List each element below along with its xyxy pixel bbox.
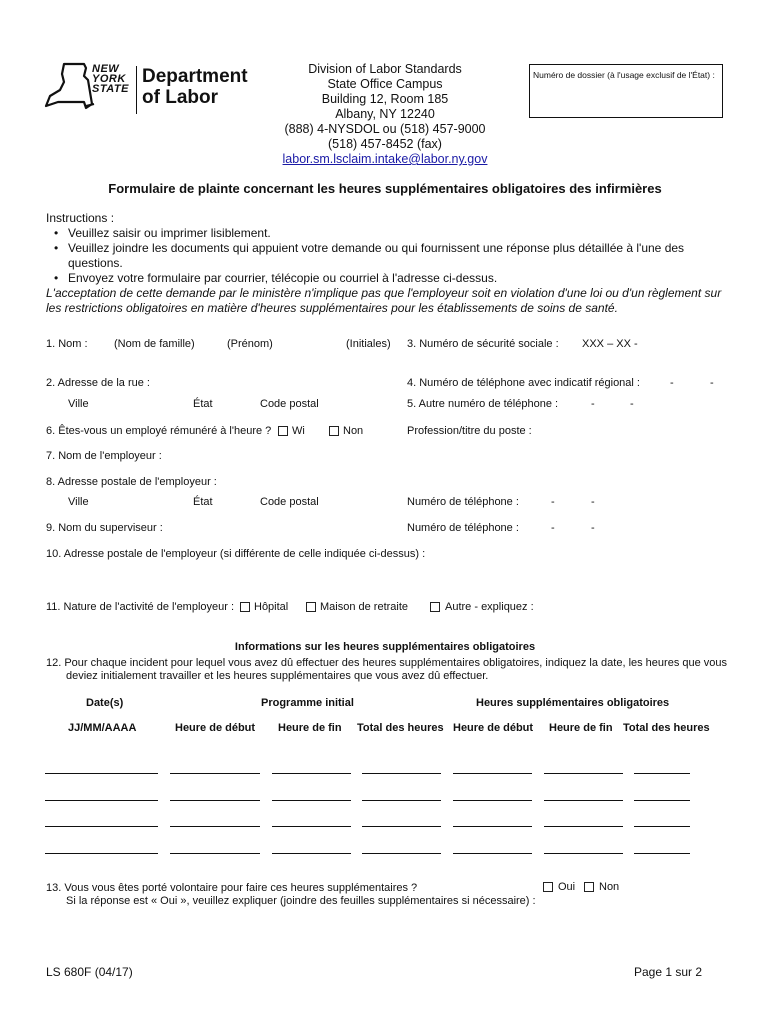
form-title: Formulaire de plainte concernant les heures supplémentaires obligatoires des infirmières [108, 181, 662, 196]
entry-field-line[interactable] [170, 773, 260, 774]
new-york-state-map-icon [44, 62, 96, 112]
instructions-heading: Instructions : [46, 211, 115, 225]
entry-field-line[interactable] [272, 826, 351, 827]
entry-field-line[interactable] [170, 826, 260, 827]
entry-field-line[interactable] [453, 826, 532, 827]
q12-text: 12. Pour chaque incident pour lequel vous avez dû effectuer des heures supplémentaires obligatoires, indiquez la date, les heures que vous deviez initialement travailler et les heures supplémentaires que vous avez dû effectuer. [46, 657, 728, 682]
col-overtime-total: Total des heures [623, 722, 710, 734]
agency-address [258, 62, 512, 167]
entry-field-line[interactable] [272, 773, 351, 774]
instructions-block [46, 211, 726, 316]
q6-yes-label: Wi [292, 425, 305, 437]
entry-field-line[interactable] [170, 853, 260, 854]
entry-field-line[interactable] [453, 773, 532, 774]
q13-text: 13. Vous vous êtes porté volontaire pour faire ces heures supplémentaires ? [46, 882, 418, 894]
q2-zip: Code postal [260, 398, 319, 410]
group-dates: Date(s) [86, 697, 124, 709]
entry-field-line[interactable] [544, 853, 623, 854]
logo-state-line3: STATE [92, 83, 129, 95]
entry-field-line[interactable] [634, 853, 690, 854]
entry-field-line[interactable] [634, 800, 690, 801]
q1-initials: (Initiales) [346, 338, 391, 350]
entry-field-line[interactable] [45, 800, 158, 801]
form-id: LS 680F (04/17) [46, 965, 133, 979]
page-number: Page 1 sur 2 [634, 965, 703, 979]
q10-alt-address-label: 10. Adresse postale de l'employeur (si différente de celle indiquée ci-dessus) : [46, 548, 426, 560]
instruction-item: • Envoyez votre formulaire par courrier, télécopie ou courriel à l'adresse ci-dessus. [68, 271, 726, 286]
q1-last-name: (Nom de famille) [114, 338, 195, 350]
q9-supervisor-label: 9. Nom du superviseur : [46, 522, 163, 534]
instruction-item: • Veuillez joindre les documents qui appuient votre demande ou qui fournissent une réponse plus détaillée à l'une des questions. [68, 241, 726, 271]
q11-nursing-home-checkbox[interactable] [306, 602, 316, 612]
entry-field-line[interactable] [634, 826, 690, 827]
profession-label: Profession/titre du poste : [407, 425, 532, 437]
intake-email-link[interactable]: labor.sm.lsclaim.intake@labor.ny.gov [282, 152, 488, 166]
entry-field-line[interactable] [45, 773, 158, 774]
q6-hourly-label: 6. Êtes-vous un employé rémunéré à l'heure ? [46, 425, 272, 437]
q11-nursing-home-label: Maison de retraite [320, 601, 409, 613]
q6-no-label: Non [343, 425, 364, 437]
address-line5: (888) 4-NYSDOL ou (518) 457-9000 [284, 122, 486, 136]
disclaimer-text: L'acceptation de cette demande par le ministère n'implique pas que l'employeur soit en violation d'une loi ou d'un règlement sur les restrictions obligatoires en matière d'heures supplémentaires pour les établissements de soins de santé. [46, 286, 722, 315]
address-line3: Building 12, Room 185 [321, 92, 449, 106]
q9-phone-dash: - [551, 522, 555, 534]
col-overtime-start: Heure de début [453, 722, 534, 734]
q3-ssn-label: 3. Numéro de sécurité sociale : [407, 338, 559, 350]
q1-name-label: 1. Nom : [46, 338, 88, 350]
q5-phone-dash: - [630, 398, 634, 410]
q6-yes-checkbox[interactable] [278, 426, 288, 436]
logo-divider [136, 66, 137, 114]
q8-phone-label: Numéro de téléphone : [407, 496, 519, 508]
entry-field-line[interactable] [634, 773, 690, 774]
entry-field-line[interactable] [170, 800, 260, 801]
q11-other-checkbox[interactable] [430, 602, 440, 612]
entry-field-line[interactable] [272, 800, 351, 801]
q8-phone-dash: - [551, 496, 555, 508]
q13-no-checkbox[interactable] [584, 882, 594, 892]
instruction-item: • Veuillez saisir ou imprimer lisiblement. [68, 226, 726, 241]
entry-field-line[interactable] [362, 826, 441, 827]
logo-state-line1: NEW [92, 63, 120, 75]
q11-hospital-label: Hôpital [254, 601, 289, 613]
entry-field-line[interactable] [272, 853, 351, 854]
entry-field-line[interactable] [544, 773, 623, 774]
q13-yes-checkbox[interactable] [543, 882, 553, 892]
q7-employer-label: 7. Nom de l'employeur : [46, 450, 162, 462]
q4-phone-dash: - [710, 377, 714, 389]
q8-city: Ville [68, 496, 89, 508]
q4-phone-label: 4. Numéro de téléphone avec indicatif régional : [407, 377, 640, 389]
address-line2: State Office Campus [327, 77, 443, 91]
logo-dept-line1: Department [142, 66, 248, 87]
q8-state: État [193, 496, 213, 508]
case-number-label: Numéro de dossier (à l'usage exclusif de l'État) : [533, 70, 715, 80]
q11-business-label: 11. Nature de l'activité de l'employeur : [46, 601, 235, 613]
nys-dol-logo [44, 62, 254, 118]
entry-field-line[interactable] [45, 853, 158, 854]
entry-field-line[interactable] [544, 826, 623, 827]
group-mandatory-overtime: Heures supplémentaires obligatoires [476, 697, 670, 709]
address-line4: Albany, NY 12240 [335, 107, 435, 121]
q13-no-label: Non [599, 881, 620, 893]
entry-field-line[interactable] [362, 773, 441, 774]
entry-field-line[interactable] [362, 853, 441, 854]
q5-phone-dash: - [591, 398, 595, 410]
q8-phone-dash: - [591, 496, 595, 508]
address-line6: (518) 457-8452 (fax) [328, 137, 442, 151]
overtime-section-heading: Informations sur les heures supplémentaires obligatoires [234, 641, 536, 653]
col-date: JJ/MM/AAAA [68, 722, 137, 734]
q8-zip: Code postal [260, 496, 319, 508]
q13-subtext: Si la réponse est « Oui », veuillez expliquer (joindre des feuilles supplémentaires si nécessaire) : [66, 895, 536, 907]
q5-other-phone-label: 5. Autre numéro de téléphone : [407, 398, 559, 410]
case-number-box[interactable] [529, 64, 723, 118]
q3-ssn-value[interactable]: XXX – XX - [582, 338, 638, 350]
q9-phone-dash: - [591, 522, 595, 534]
entry-field-line[interactable] [453, 800, 532, 801]
q6-no-checkbox[interactable] [329, 426, 339, 436]
q2-street-label: 2. Adresse de la rue : [46, 377, 150, 389]
entry-field-line[interactable] [362, 800, 441, 801]
q11-other-label: Autre - expliquez : [445, 601, 534, 613]
entry-field-line[interactable] [45, 826, 158, 827]
entry-field-line[interactable] [544, 800, 623, 801]
col-initial-total: Total des heures [357, 722, 444, 734]
q9-phone-label: Numéro de téléphone : [407, 522, 519, 534]
entry-field-line[interactable] [453, 853, 532, 854]
q4-phone-dash: - [670, 377, 674, 389]
col-initial-start: Heure de début [175, 722, 256, 734]
q8-employer-address-label: 8. Adresse postale de l'employeur : [46, 476, 217, 488]
logo-state-line2: YORK [92, 73, 126, 85]
q2-city: Ville [68, 398, 89, 410]
q2-state: État [193, 398, 213, 410]
q11-hospital-checkbox[interactable] [240, 602, 250, 612]
address-line1: Division of Labor Standards [308, 62, 462, 76]
q1-first-name: (Prénom) [227, 338, 273, 350]
group-initial-schedule: Programme initial [261, 697, 354, 709]
col-overtime-end: Heure de fin [549, 722, 613, 734]
col-initial-end: Heure de fin [278, 722, 342, 734]
q13-yes-label: Oui [558, 881, 576, 893]
logo-dept-line2: of Labor [142, 87, 218, 108]
